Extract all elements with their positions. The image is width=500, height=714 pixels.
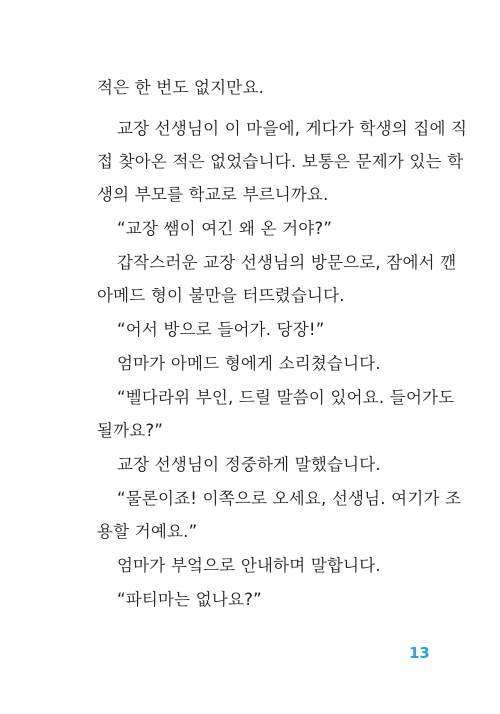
text-line: “어서 방으로 들어가. 당장!” [117, 320, 325, 339]
text-line: 될까요?” [97, 421, 164, 440]
text-line: “물론이죠! 이쪽으로 오세요, 선생님. 여기가 조 [117, 489, 462, 508]
text-line: 아메드 형이 불만을 터뜨렸습니다. [97, 286, 345, 305]
text-line: 갑작스러운 교장 선생님의 방문으로, 잠에서 깬 [117, 253, 457, 272]
text-line: “교장 쌤이 여긴 왜 온 거야?” [117, 219, 333, 238]
text-line: 용할 거예요.” [97, 522, 198, 541]
text-line: 엄마가 아메드 형에게 소리쳤습니다. [117, 354, 381, 373]
text-line: 적은 한 번도 없지만요. [97, 78, 265, 97]
text-line: 교장 선생님이 이 마을에, 게다가 학생의 집에 직 [117, 119, 468, 138]
page-number: 13 [409, 644, 430, 662]
text-line: 생의 부모를 학교로 부르니까요. [97, 185, 329, 204]
text-line: 접 찾아온 적은 없었습니다. 보통은 문제가 있는 학 [97, 152, 464, 171]
text-line: 교장 선생님이 정중하게 말했습니다. [117, 455, 381, 474]
text-line: “파티마는 없나요?” [117, 590, 262, 609]
text-line: 엄마가 부엌으로 안내하며 말합니다. [117, 556, 381, 575]
text-line: “벨다라위 부인, 드릴 말씀이 있어요. 들어가도 [117, 388, 455, 407]
